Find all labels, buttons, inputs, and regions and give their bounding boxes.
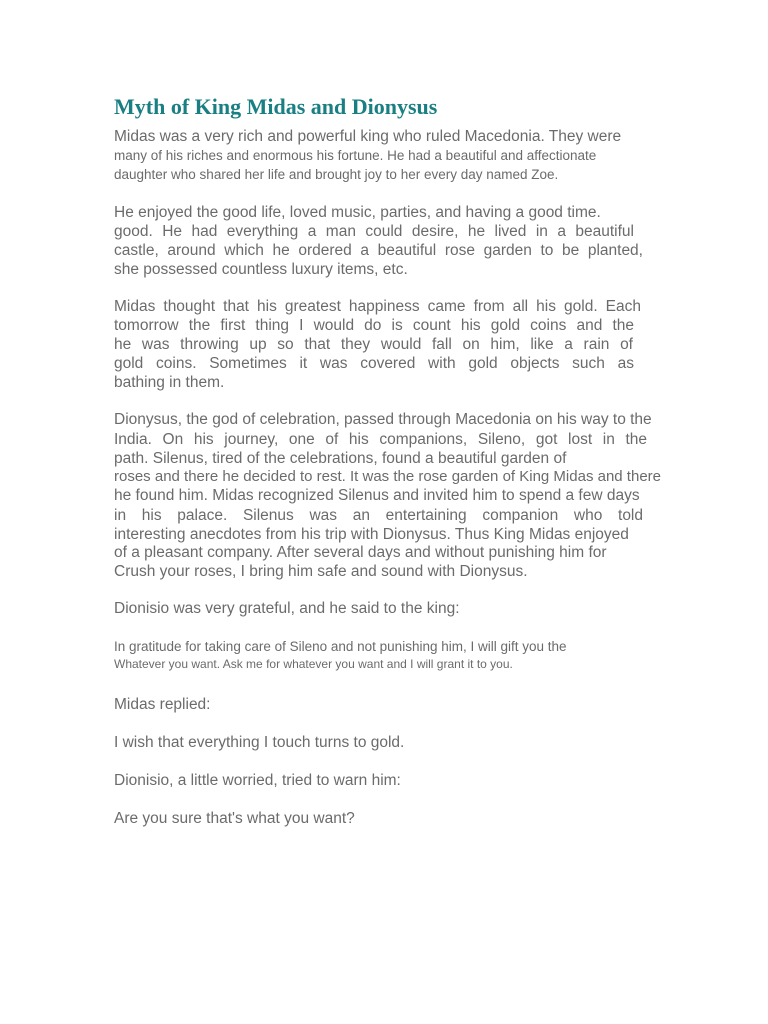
document-title: Myth of King Midas and Dionysus <box>114 94 438 119</box>
text-line: India. On his journey, one of his companions, Sileno, got lost in the <box>114 431 647 448</box>
text-line: she possessed countless luxury items, etc. <box>114 261 408 278</box>
text-line: daughter who shared her life and brought joy to her every day named Zoe. <box>114 167 559 182</box>
text-line: path. Silenus, tired of the celebrations, found a beautiful garden of <box>114 450 567 467</box>
text-line: Dionisio, a little worried, tried to warn him: <box>114 772 401 789</box>
text-line: Midas replied: <box>114 696 211 713</box>
text-line: roses and there he decided to rest. It was the rose garden of King Midas and there <box>114 468 661 485</box>
text-line: many of his riches and enormous his fortune. He had a beautiful and affectionate <box>114 148 597 163</box>
text-line: Midas thought that his greatest happiness came from all his gold. Each <box>114 298 641 315</box>
text-line: tomorrow the first thing I would do is count his gold coins and the <box>114 317 634 334</box>
text-line: Dionysus, the god of celebration, passed through Macedonia on his way to the <box>114 411 652 428</box>
text-line: he was throwing up so that they would fall on him, like a rain of <box>114 336 633 353</box>
text-line: Whatever you want. Ask me for whatever you want and I will grant it to you. <box>114 657 513 671</box>
text-line: bathing in them. <box>114 374 225 391</box>
text-line: Crush your roses, I bring him safe and sound with Dionysus. <box>114 563 528 580</box>
text-line: gold coins. Sometimes it was covered with gold objects such as <box>114 355 634 372</box>
text-line: in his palace. Silenus was an entertaining companion who told <box>114 507 643 524</box>
text-line: In gratitude for taking care of Sileno and not punishing him, I will gift you the <box>114 639 567 654</box>
text-line: of a pleasant company. After several days and without punishing him for <box>114 544 607 561</box>
text-line: Are you sure that's what you want? <box>114 810 355 827</box>
text-line: Dionisio was very grateful, and he said to the king: <box>114 600 460 617</box>
text-line: interesting anecdotes from his trip with Dionysus. Thus King Midas enjoyed <box>114 526 629 543</box>
text-line: Midas was a very rich and powerful king who ruled Macedonia. They were <box>114 128 622 145</box>
text-line: He enjoyed the good life, loved music, parties, and having a good time. <box>114 204 601 221</box>
text-line: castle, around which he ordered a beautiful rose garden to be planted, <box>114 242 643 259</box>
text-line: good. He had everything a man could desire, he lived in a beautiful <box>114 223 634 240</box>
text-line: I wish that everything I touch turns to gold. <box>114 734 405 751</box>
text-line: he found him. Midas recognized Silenus and invited him to spend a few days <box>114 487 640 504</box>
